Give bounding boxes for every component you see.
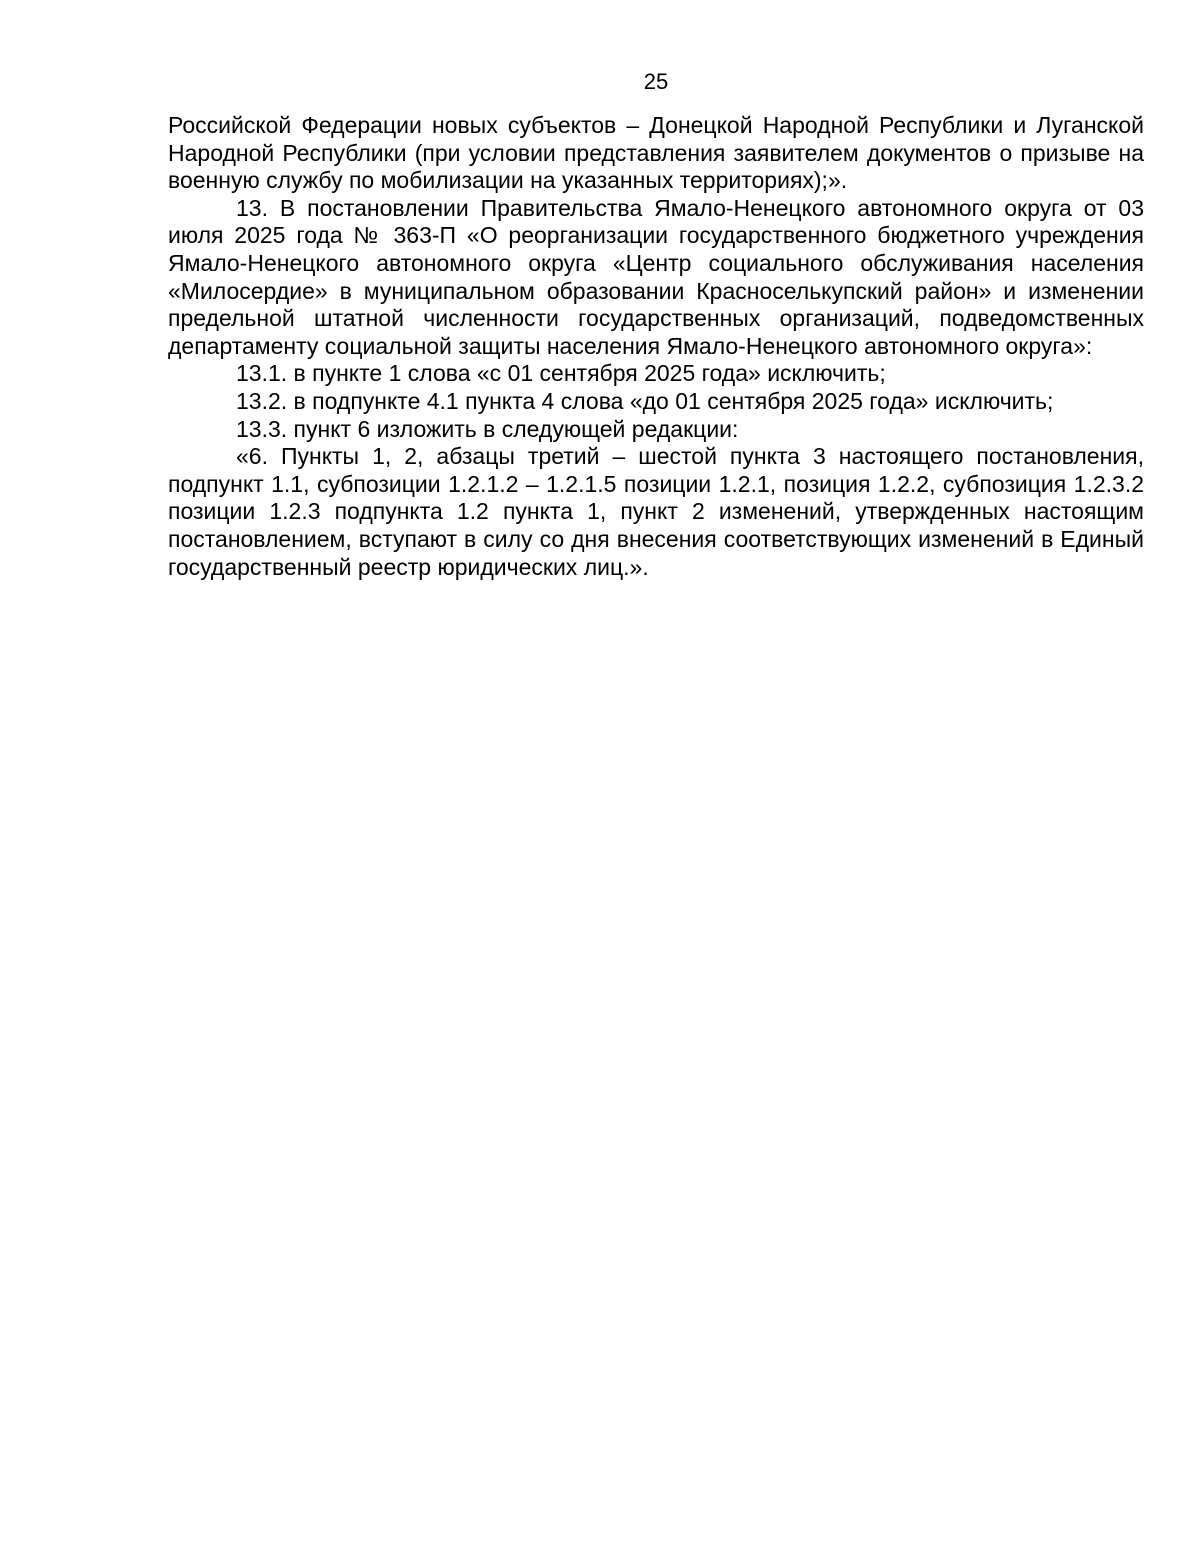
paragraph-continuation: Российской Федерации новых субъектов – Донецкой Народной Республики и Луганской Народной Республики (при условии представления заявителем документов о призыве на военную службу по мобилизации на указанных территориях);». xyxy=(168,112,1144,194)
paragraph-item-13-1: 13.1. в пункте 1 слова «с 01 сентября 2025 года» исключить; xyxy=(236,360,886,387)
paragraph-item-13-3: 13.3. пункт 6 изложить в следующей редакции: xyxy=(236,415,739,442)
paragraph-item-6-quote: «6. Пункты 1, 2, абзацы третий – шестой пункта 3 настоящего постановления, подпункт 1.1, субпозиции 1.2.1.2 – 1.2.1.5 позиции 1.2.1, позиция 1.2.2, субпозиция 1.2.3.2 позиции 1.2.3 подпункта 1.2 пункта 1, пункт 2 изменений, утвержденных настоящим постановлением, вступают в силу со дня внесения соответствующих изменений в Единый государственный реестр юридических лиц.». xyxy=(168,443,1144,580)
document-body xyxy=(168,112,1144,581)
paragraph-item-13-2: 13.2. в подпункте 4.1 пункта 4 слова «до 01 сентября 2025 года» исключить; xyxy=(236,387,1054,414)
page-number: 25 xyxy=(643,69,669,94)
paragraph-item-13: 13. В постановлении Правительства Ямало-Ненецкого автономного округа от 03 июля 2025 года № 363-П «О реорганизации государственного бюджетного учреждения Ямало-Ненецкого автономного округа «Центр социального обслуживания населения «Милосердие» в муниципальном образовании Красноселькупский район» и изменении предельной штатной численности государственных организаций, подведомственных департаменту социальной защиты населения Ямало-Ненецкого автономного округа»: xyxy=(168,194,1144,359)
